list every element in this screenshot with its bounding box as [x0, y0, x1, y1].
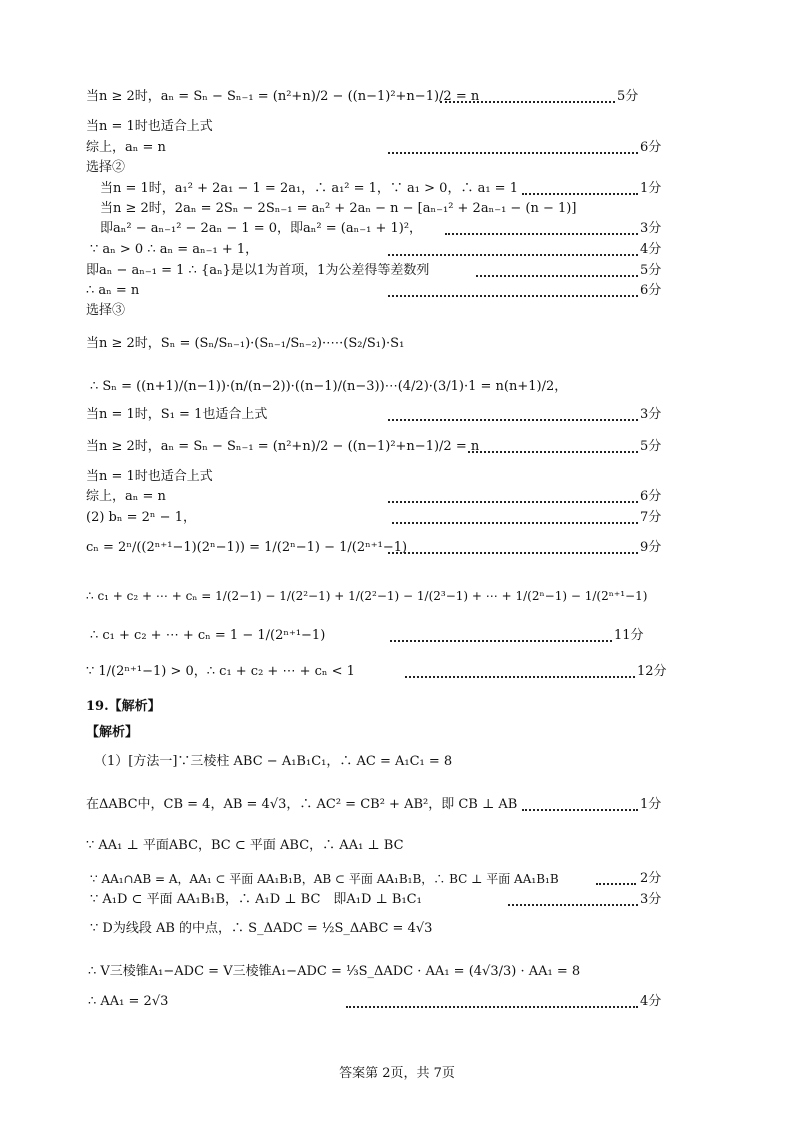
- score-label: 6分: [640, 283, 662, 298]
- score-label: 12分: [637, 664, 667, 679]
- dotted-leader: [596, 882, 636, 885]
- dotted-leader: [388, 151, 638, 154]
- text-line: 综上，aₙ = n: [86, 489, 166, 504]
- score-label: 7分: [640, 510, 662, 525]
- text-line: ∵ AA₁∩AB = A，AA₁ ⊂ 平面 AA₁B₁B，AB ⊂ 平面 AA₁B₁B，∴ BC ⊥ 平面 AA₁B₁B: [90, 872, 559, 886]
- text-line: 当n = 1时，S₁ = 1也适合上式: [86, 407, 268, 422]
- score-label: 6分: [640, 140, 662, 155]
- text-line: ∴ c₁ + c₂ + ⋯ + cₙ = 1 − 1/(2ⁿ⁺¹−1): [90, 628, 326, 643]
- text-line: 即aₙ − aₙ₋₁ = 1 ∴ {aₙ}是以1为首项，1为公差得等差数列: [86, 263, 430, 278]
- text-line: 当n ≥ 2时，2aₙ = 2Sₙ − 2Sₙ₋₁ = aₙ² + 2aₙ − n − [aₙ₋₁² + 2aₙ₋₁ − (n − 1)]: [100, 201, 577, 216]
- dotted-leader: [388, 551, 638, 554]
- text-line: 综上，aₙ = n: [86, 140, 166, 155]
- text-line: 选择③: [86, 303, 126, 318]
- text-line: ∴ Sₙ = ((n+1)/(n−1))·(n/(n−2))·((n−1)/(n−3))⋯(4/2)·(3/1)·1 = n(n+1)/2，: [90, 379, 568, 394]
- dotted-leader: [476, 274, 638, 277]
- text-line: 当n = 1时也适合上式: [86, 119, 213, 134]
- text-line: 选择②: [86, 160, 126, 175]
- text-line: ∵ 1/(2ⁿ⁺¹−1) > 0，∴ c₁ + c₂ + ⋯ + cₙ < 1: [86, 664, 355, 679]
- dotted-leader: [405, 675, 635, 678]
- text-line: 即aₙ² − aₙ₋₁² − 2aₙ − 1 = 0，即aₙ² = (aₙ₋₁ + 1)²，: [100, 221, 423, 236]
- text-line: 当n = 1时，a₁² + 2a₁ − 1 = 2a₁，∴ a₁² = 1，∵ a₁ > 0，∴ a₁ = 1: [100, 181, 518, 196]
- text-line: ∵ D为线段 AB 的中点，∴ S_ΔADC = ½S_ΔABC = 4√3: [90, 921, 433, 936]
- score-label: 4分: [640, 242, 662, 257]
- score-label: 5分: [617, 89, 639, 104]
- text-line: (2) bₙ = 2ⁿ − 1，: [86, 510, 196, 525]
- dotted-leader: [522, 808, 638, 811]
- dotted-leader: [468, 450, 638, 453]
- score-label: 6分: [640, 489, 662, 504]
- dotted-leader: [440, 100, 615, 103]
- text-line: ∴ AA₁ = 2√3: [88, 994, 169, 1009]
- dotted-leader: [388, 500, 638, 503]
- text-line: （1）[方法一]∵三棱柱 ABC − A₁B₁C₁，∴ AC = A₁C₁ = 8: [94, 754, 453, 769]
- text-line: 当n ≥ 2时，aₙ = Sₙ − Sₙ₋₁ = (n²+n)/2 − ((n−1)²+n−1)/2 = n: [86, 89, 480, 104]
- score-label: 1分: [640, 181, 662, 196]
- score-label: 3分: [640, 407, 662, 422]
- score-label: 11分: [614, 628, 644, 643]
- text-line: ∵ A₁D ⊂ 平面 AA₁B₁B，∴ A₁D ⊥ BC 即A₁D ⊥ B₁C₁: [90, 892, 422, 907]
- score-label: 3分: [640, 221, 662, 236]
- dotted-leader: [522, 192, 638, 195]
- text-line: cₙ = 2ⁿ/((2ⁿ⁺¹−1)(2ⁿ−1)) = 1/(2ⁿ−1) − 1/(2ⁿ⁺¹−1): [86, 540, 408, 555]
- score-label: 2分: [640, 871, 662, 886]
- dotted-leader: [392, 521, 638, 524]
- text-line: ∴ aₙ = n: [86, 283, 140, 298]
- question-heading: 19.【解析】: [86, 699, 161, 714]
- text-line: ∴ V三棱锥A₁−ADC = V三棱锥A₁−ADC = ⅓S_ΔADC · AA₁ = (4√3/3) · AA₁ = 8: [88, 964, 581, 979]
- score-label: 5分: [640, 439, 662, 454]
- score-label: 5分: [640, 263, 662, 278]
- dotted-leader: [445, 232, 638, 235]
- score-label: 1分: [640, 797, 662, 812]
- text-line: 当n ≥ 2时，Sₙ = (Sₙ/Sₙ₋₁)·(Sₙ₋₁/Sₙ₋₂)·⋯·(S₂/S₁)·S₁: [86, 336, 405, 351]
- text-line: 当n = 1时也适合上式: [86, 469, 213, 484]
- score-label: 3分: [640, 892, 662, 907]
- text-line: ∵ aₙ > 0 ∴ aₙ = aₙ₋₁ + 1，: [90, 242, 259, 257]
- dotted-leader: [388, 294, 638, 297]
- score-label: 9分: [640, 540, 662, 555]
- dotted-leader: [508, 903, 638, 906]
- dotted-leader: [388, 418, 638, 421]
- dotted-leader: [388, 253, 638, 256]
- text-line: ∴ c₁ + c₂ + ⋯ + cₙ = 1/(2−1) − 1/(2²−1) + 1/(2²−1) − 1/(2³−1) + ⋯ + 1/(2ⁿ−1) − 1/(2ⁿ⁺¹−1): [86, 589, 648, 603]
- text-line: 在ΔABC中，CB = 4，AB = 4√3，∴ AC² = CB² + AB²，即 CB ⊥ AB: [86, 797, 518, 812]
- page-footer: 答案第 2页，共 7页: [339, 1066, 455, 1081]
- dotted-leader: [390, 639, 612, 642]
- text-line: 当n ≥ 2时，aₙ = Sₙ − Sₙ₋₁ = (n²+n)/2 − ((n−1)²+n−1)/2 = n: [86, 439, 480, 454]
- section-heading: 【解析】: [86, 725, 139, 740]
- score-label: 4分: [640, 994, 662, 1009]
- dotted-leader: [346, 1005, 638, 1008]
- text-line: ∵ AA₁ ⊥ 平面ABC，BC ⊂ 平面 ABC，∴ AA₁ ⊥ BC: [86, 838, 404, 853]
